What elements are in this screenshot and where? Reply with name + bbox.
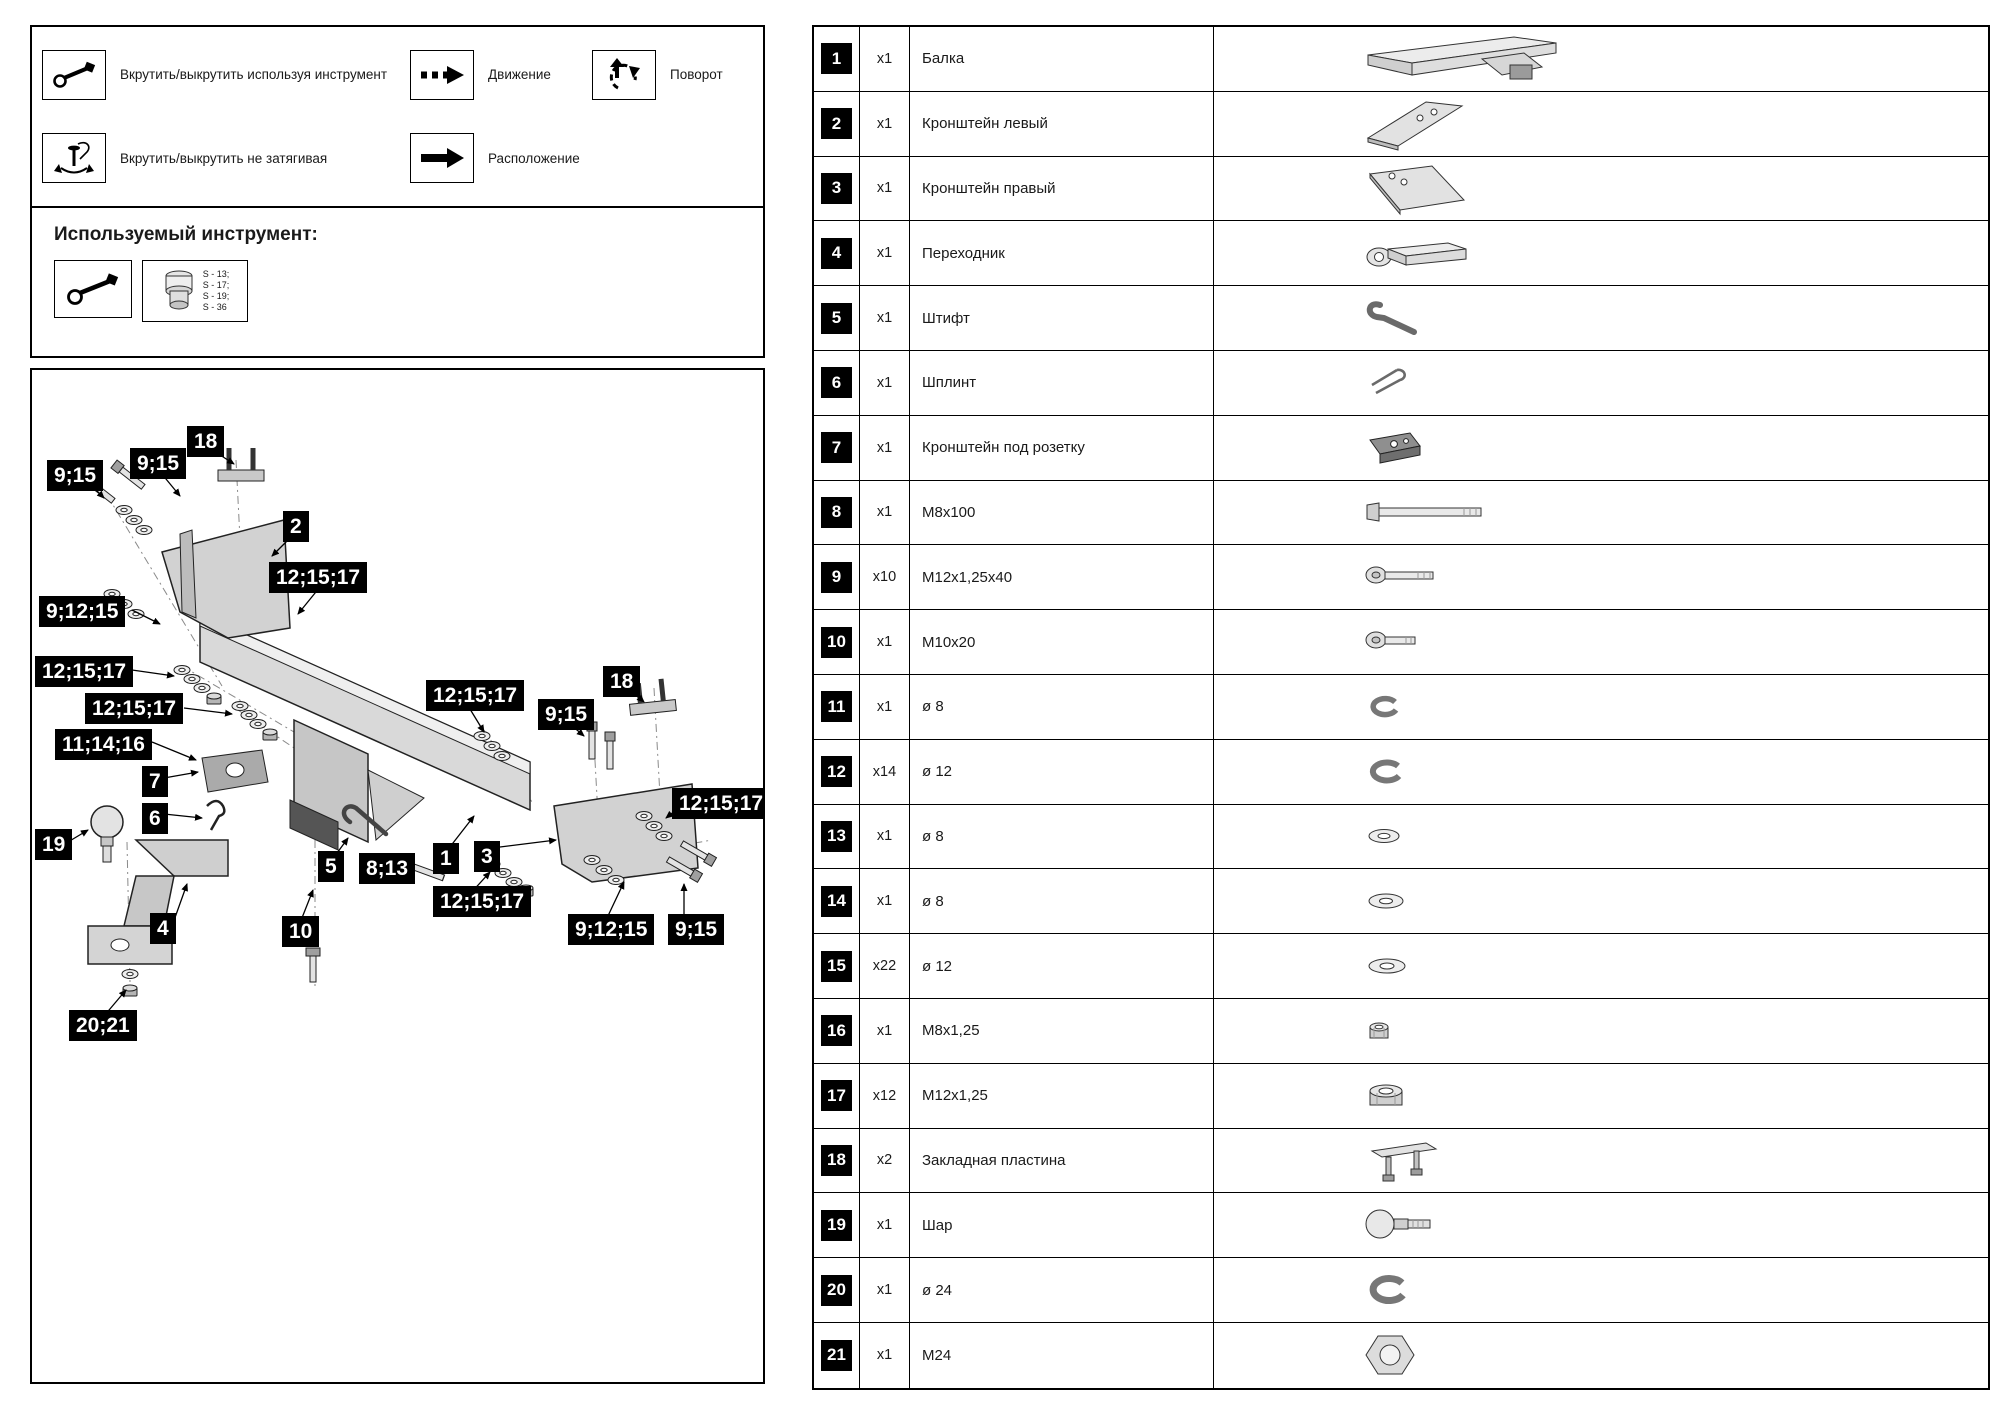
short-bolt-icon	[1364, 629, 1434, 655]
part-name: Балка	[910, 27, 1214, 91]
part-illustration	[1214, 934, 1988, 998]
part-illustration	[1214, 27, 1988, 91]
part-name: M12x1,25	[910, 1064, 1214, 1128]
part-name: Кронштейн левый	[910, 92, 1214, 156]
part-illustration	[1214, 545, 1988, 609]
diagram-callout: 12;15;17	[433, 886, 531, 917]
table-row	[814, 27, 1988, 92]
table-row	[814, 934, 1988, 999]
part-number-badge: 12	[821, 756, 852, 787]
part-number-badge: 5	[821, 303, 852, 334]
socket-size: S - 17;	[202, 279, 230, 290]
table-row	[814, 545, 1988, 610]
bolt-icon	[1364, 564, 1448, 590]
part-name: Шар	[910, 1193, 1214, 1257]
part-name: ø 8	[910, 869, 1214, 933]
table-row	[814, 1064, 1988, 1129]
part-illustration	[1214, 481, 1988, 545]
wrench-tool-icon	[54, 260, 132, 318]
exploded-diagram	[30, 368, 765, 1384]
part-name: ø 24	[910, 1258, 1214, 1322]
tools-icons	[54, 260, 741, 322]
part-qty: x1	[860, 481, 910, 545]
large-nut-icon	[1364, 1332, 1416, 1378]
diagram-callout: 18	[603, 666, 640, 697]
part-qty: x1	[860, 675, 910, 739]
diagram-callout: 8;13	[359, 853, 415, 884]
part-number-badge: 7	[821, 432, 852, 463]
legend-item-hand-screw	[42, 117, 410, 201]
part-number-badge: 16	[821, 1015, 852, 1046]
long-bolt-icon	[1364, 500, 1496, 524]
part-illustration	[1214, 416, 1988, 480]
diagram-callout: 9;15	[538, 699, 594, 730]
table-row	[814, 481, 1988, 546]
diagram-callout: 11;14;16	[55, 729, 152, 760]
part-qty: x2	[860, 1129, 910, 1193]
part-number-badge: 21	[821, 1340, 852, 1371]
diagram-callout: 2	[283, 511, 309, 542]
part-name: Штифт	[910, 286, 1214, 350]
table-row	[814, 869, 1988, 934]
part-illustration	[1214, 1193, 1988, 1257]
table-row	[814, 1129, 1988, 1194]
part-number-badge: 20	[821, 1275, 852, 1306]
pin-icon	[1364, 296, 1424, 340]
part-name: Кронштейн под розетку	[910, 416, 1214, 480]
part-qty: x1	[860, 27, 910, 91]
diagram-callout: 19	[35, 829, 72, 860]
cotter-pin-icon	[1364, 365, 1412, 401]
part-qty: x1	[860, 869, 910, 933]
table-row	[814, 740, 1988, 805]
part-illustration	[1214, 869, 1988, 933]
part-number-badge: 19	[821, 1210, 852, 1241]
legend-box	[30, 25, 765, 208]
part-number-badge: 15	[821, 951, 852, 982]
socket-bracket-icon	[1364, 428, 1424, 468]
legend-label: Вкрутить/выкрутить используя инструмент	[120, 67, 388, 83]
diagram-callout: 7	[142, 766, 168, 797]
wrench-tool-icon	[42, 50, 106, 100]
diagram-callout: 9;15	[130, 448, 186, 479]
flat-washer-icon	[1364, 825, 1404, 847]
part-illustration	[1214, 740, 1988, 804]
part-name: M8x100	[910, 481, 1214, 545]
part-qty: x12	[860, 1064, 910, 1128]
part-name: M8x1,25	[910, 999, 1214, 1063]
part-qty: x1	[860, 805, 910, 869]
parts-table	[812, 25, 1990, 1390]
part-qty: x1	[860, 286, 910, 350]
part-number-badge: 4	[821, 238, 852, 269]
part-illustration	[1214, 999, 1988, 1063]
table-row	[814, 351, 1988, 416]
hand-screw-icon	[42, 133, 106, 183]
legend-label: Движение	[488, 67, 551, 83]
part-qty: x1	[860, 157, 910, 221]
part-number-badge: 9	[821, 562, 852, 593]
diagram-callout: 9;15	[47, 460, 103, 491]
part-illustration	[1214, 1323, 1988, 1388]
part-number-badge: 14	[821, 886, 852, 917]
left-bracket-icon	[1364, 96, 1468, 152]
adapter-icon	[1364, 233, 1476, 273]
diagram-callout: 4	[150, 913, 176, 944]
part-illustration	[1214, 157, 1988, 221]
left-column	[30, 25, 765, 1384]
tools-box	[30, 206, 765, 358]
table-row	[814, 999, 1988, 1064]
diagram-callout: 12;15;17	[269, 562, 367, 593]
beam-icon	[1364, 33, 1564, 85]
flat-washer-icon	[1364, 889, 1408, 913]
socket-sizes	[203, 269, 230, 314]
part-qty: x1	[860, 351, 910, 415]
part-qty: x14	[860, 740, 910, 804]
table-row	[814, 1258, 1988, 1323]
part-name: ø 12	[910, 740, 1214, 804]
table-row	[814, 157, 1988, 222]
diagram-callout: 18	[187, 426, 224, 457]
part-qty: x1	[860, 610, 910, 674]
ball-icon	[1364, 1207, 1438, 1243]
table-row	[814, 286, 1988, 351]
table-row	[814, 1193, 1988, 1258]
diagram-callout: 3	[474, 841, 500, 872]
part-name: Шплинт	[910, 351, 1214, 415]
part-name: M10x20	[910, 610, 1214, 674]
part-qty: x1	[860, 221, 910, 285]
part-illustration	[1214, 675, 1988, 739]
diagram-callout: 5	[318, 851, 344, 882]
part-illustration	[1214, 221, 1988, 285]
nut-icon	[1364, 1080, 1408, 1112]
part-qty: x1	[860, 999, 910, 1063]
diagram-callout: 12;15;17	[35, 656, 133, 687]
part-name: ø 8	[910, 675, 1214, 739]
right-bracket-icon	[1364, 160, 1468, 216]
socket-size: S - 19;	[202, 291, 230, 301]
tools-title: Используемый инструмент:	[54, 224, 318, 245]
embedded-plate-icon	[1364, 1137, 1440, 1183]
flat-washer-icon	[1364, 954, 1410, 978]
legend-label: Поворот	[670, 67, 723, 83]
part-illustration	[1214, 805, 1988, 869]
part-number-badge: 3	[821, 173, 852, 204]
spring-washer-icon	[1364, 1273, 1414, 1307]
table-row	[814, 1323, 1988, 1388]
table-row	[814, 675, 1988, 740]
part-qty: x1	[860, 1323, 910, 1388]
socket-size: S - 13;	[202, 268, 230, 279]
part-name: Переходник	[910, 221, 1214, 285]
diagram-callout: 9;15	[668, 914, 724, 945]
diagram-callout: 9;12;15	[568, 914, 654, 945]
part-name: Кронштейн правый	[910, 157, 1214, 221]
dashed-arrow-icon	[410, 50, 474, 100]
part-illustration	[1214, 610, 1988, 674]
spring-washer-icon	[1364, 693, 1404, 721]
diagram-callout: 12;15;17	[426, 680, 524, 711]
part-number-badge: 6	[821, 367, 852, 398]
legend-item-screw-tool	[42, 33, 410, 117]
part-number-badge: 8	[821, 497, 852, 528]
nut-icon	[1364, 1018, 1394, 1044]
part-name: Закладная пластина	[910, 1129, 1214, 1193]
diagram-callout: 12;15;17	[672, 788, 765, 819]
part-illustration	[1214, 1258, 1988, 1322]
table-row	[814, 805, 1988, 870]
diagram-callout: 9;12;15	[39, 596, 125, 627]
diagram-callout: 1	[433, 843, 459, 874]
part-qty: x22	[860, 934, 910, 998]
diagram-callout: 10	[282, 916, 319, 947]
legend-item-turn	[592, 33, 753, 117]
part-number-badge: 11	[821, 691, 852, 722]
table-row	[814, 92, 1988, 157]
part-name: M24	[910, 1323, 1214, 1388]
table-row	[814, 416, 1988, 481]
part-name: ø 8	[910, 805, 1214, 869]
part-number-badge: 10	[821, 627, 852, 658]
part-name: M12x1,25x40	[910, 545, 1214, 609]
diagram-callout: 6	[142, 803, 168, 834]
part-illustration	[1214, 92, 1988, 156]
part-qty: x1	[860, 1193, 910, 1257]
part-number-badge: 18	[821, 1145, 852, 1176]
turn-arrow-icon	[592, 50, 656, 100]
part-number-badge: 13	[821, 821, 852, 852]
part-number-badge: 1	[821, 43, 852, 74]
spring-washer-icon	[1364, 757, 1408, 787]
legend-item-movement	[410, 33, 592, 117]
part-name: ø 12	[910, 934, 1214, 998]
part-qty: x1	[860, 1258, 910, 1322]
part-qty: x1	[860, 92, 910, 156]
socket-size: S - 36	[202, 302, 227, 313]
part-illustration	[1214, 351, 1988, 415]
legend-grid	[32, 27, 763, 206]
legend-label: Расположение	[488, 150, 580, 166]
part-illustration	[1214, 1064, 1988, 1128]
part-illustration	[1214, 1129, 1988, 1193]
part-qty: x1	[860, 416, 910, 480]
diagram-callout: 12;15;17	[85, 693, 183, 724]
part-illustration	[1214, 286, 1988, 350]
legend-label: Вкрутить/выкрутить не затягивая	[120, 150, 328, 166]
table-row	[814, 221, 1988, 286]
part-qty: x10	[860, 545, 910, 609]
table-row	[814, 610, 1988, 675]
socket-tool-icon	[142, 260, 248, 322]
part-number-badge: 2	[821, 108, 852, 139]
solid-arrow-icon	[410, 133, 474, 183]
part-number-badge: 17	[821, 1080, 852, 1111]
diagram-callout: 20;21	[69, 1010, 137, 1041]
legend-item-location	[410, 117, 592, 201]
